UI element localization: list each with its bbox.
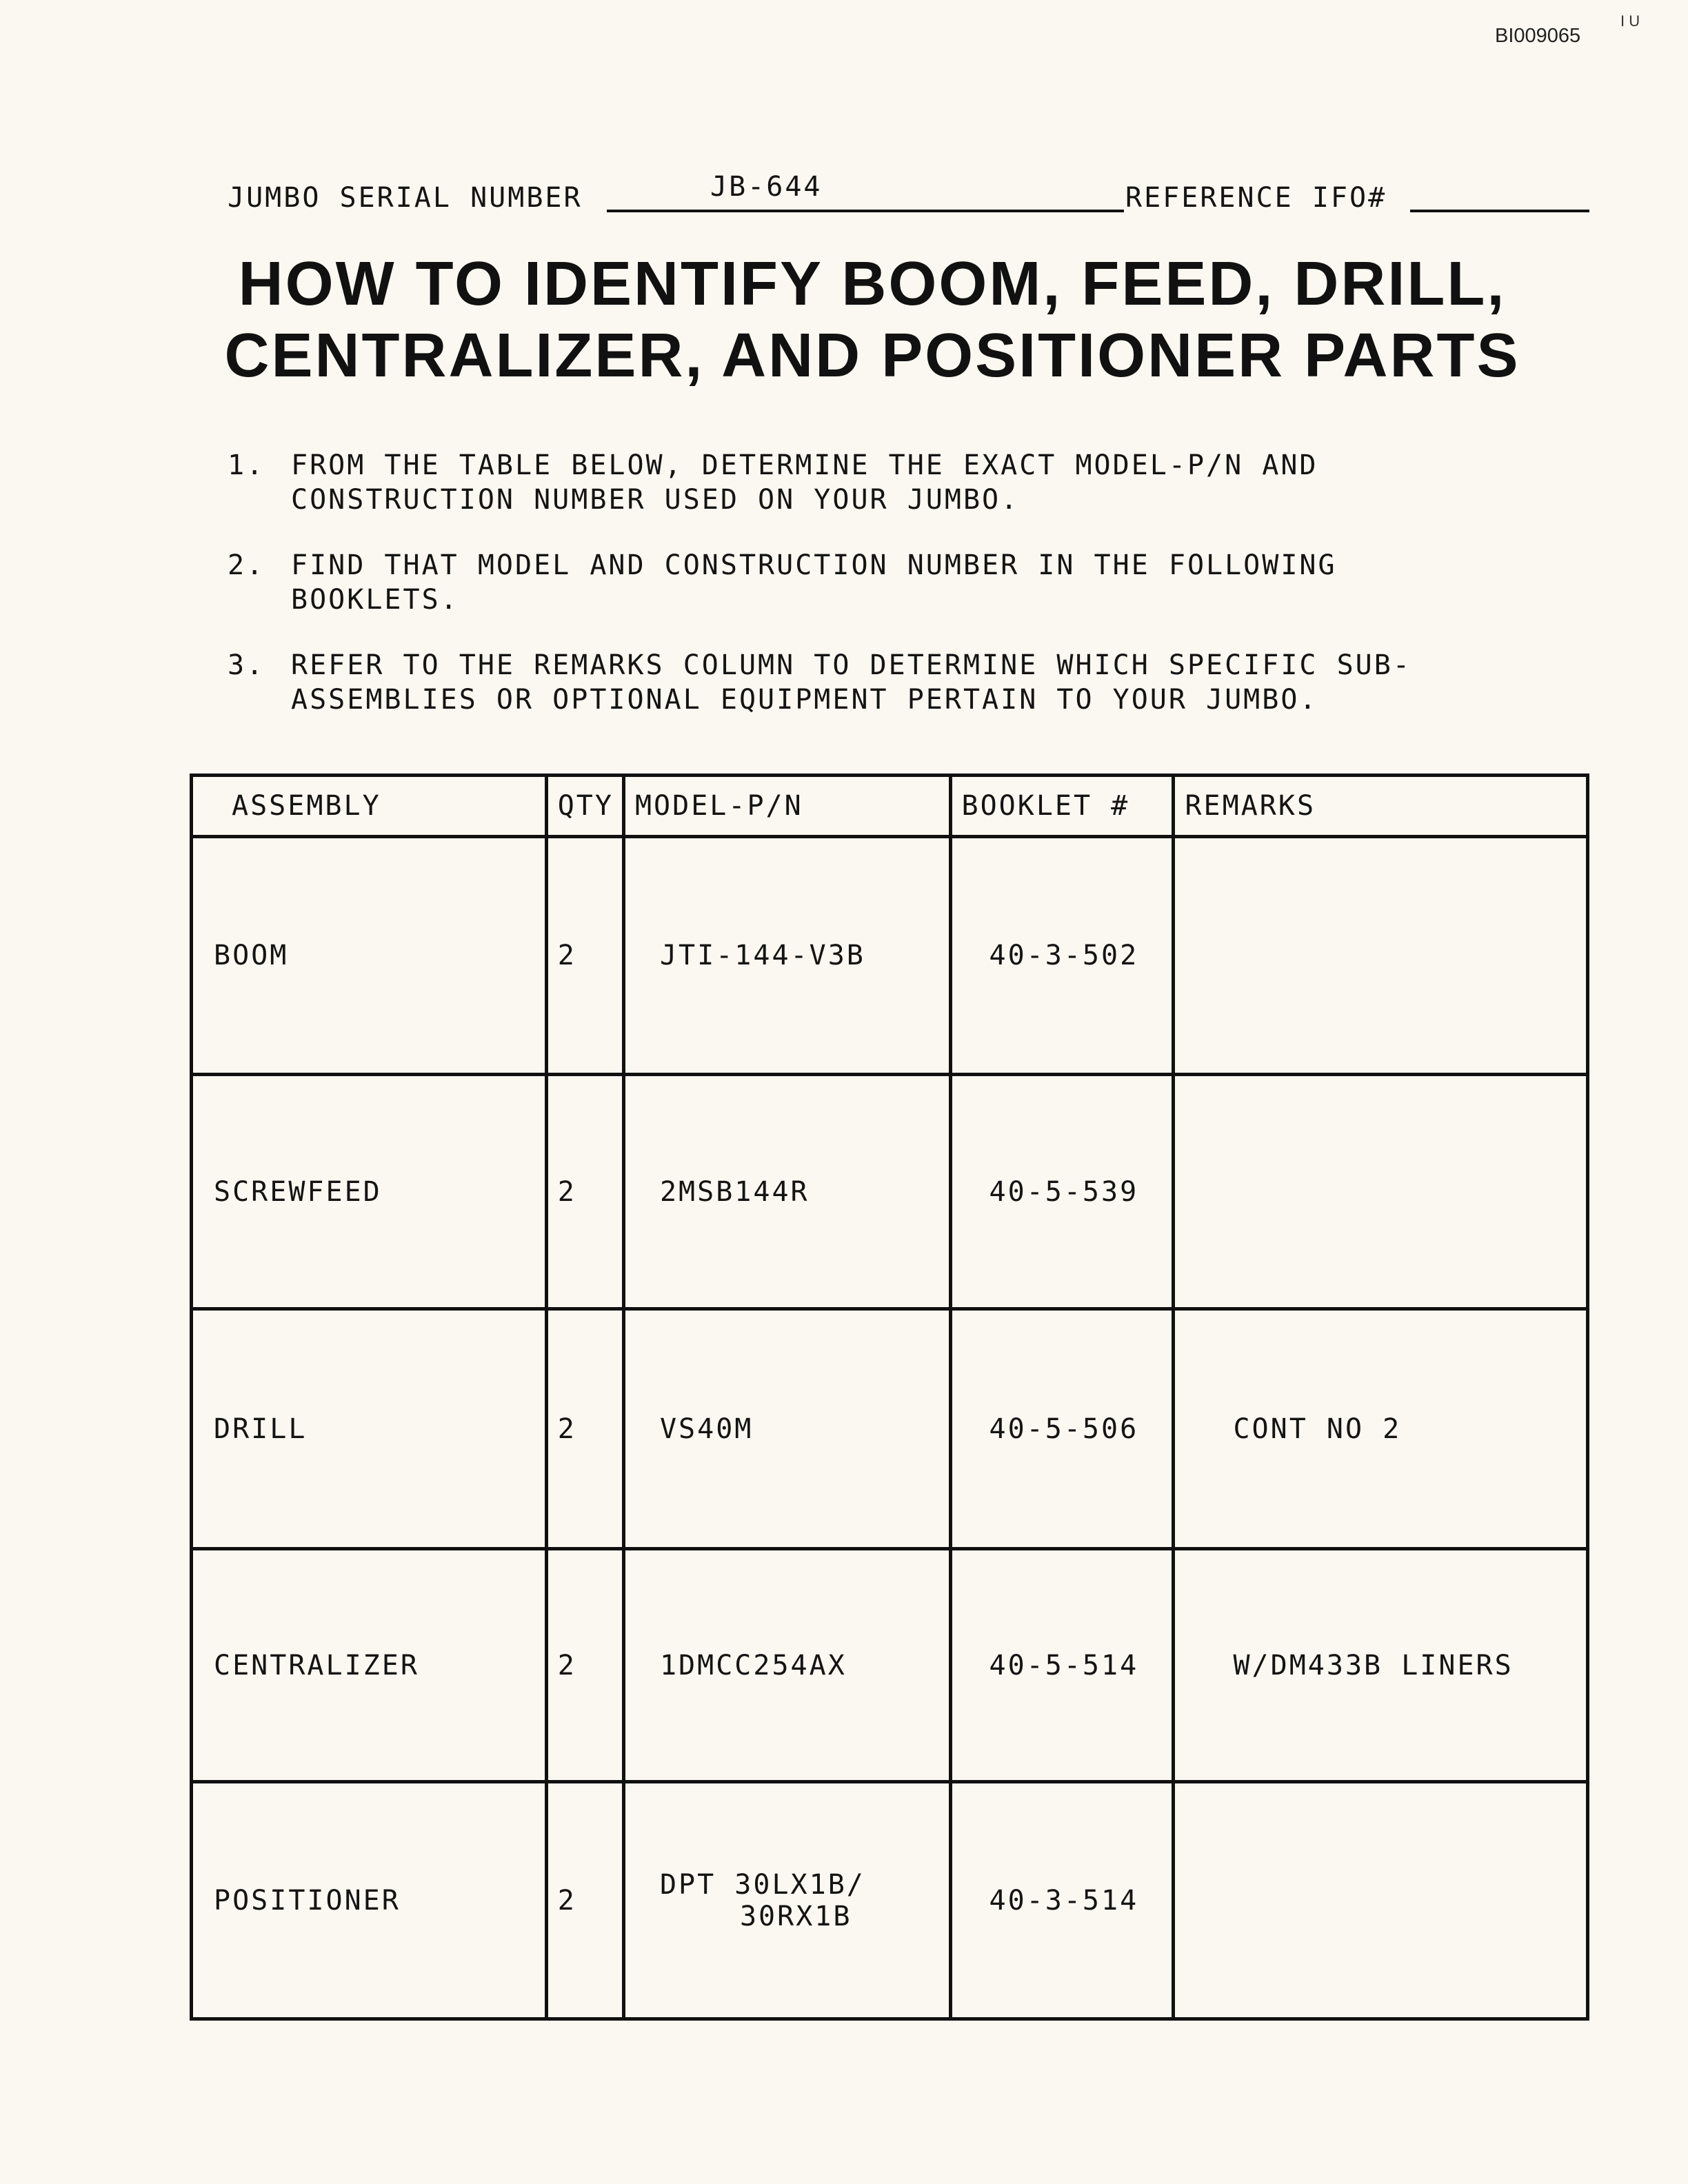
instructions-list xyxy=(228,448,1469,748)
table-header-row xyxy=(192,776,1588,837)
table-row xyxy=(192,1782,1588,2019)
table-row xyxy=(192,837,1588,1075)
header-qty: QTY xyxy=(546,776,623,837)
parts-table xyxy=(190,774,1589,2021)
instruction-step xyxy=(228,548,1469,617)
serial-number-field xyxy=(607,172,1124,212)
cell-qty: 2 xyxy=(546,1782,623,2019)
cell-qty: 2 xyxy=(546,1549,623,1782)
model-number: DPT 30LX1B/ xyxy=(659,1868,865,1901)
cell-remarks xyxy=(1174,837,1588,1075)
reference-ifo-label: REFERENCE IFO# xyxy=(1125,182,1387,214)
cell-remarks: W/DM433B LINERS xyxy=(1174,1549,1588,1782)
cell-assembly: POSITIONER xyxy=(192,1782,547,2019)
cell-remarks: CONT NO 2 xyxy=(1174,1309,1588,1549)
model-number: 1DMCC254AX xyxy=(659,1649,847,1681)
step-number: 2. xyxy=(228,549,265,581)
cell-remarks xyxy=(1174,1782,1588,2019)
cell-booklet: 40-5-539 xyxy=(950,1075,1174,1309)
cell-qty: 2 xyxy=(546,837,623,1075)
cell-booklet: 40-5-506 xyxy=(950,1309,1174,1549)
page-title xyxy=(172,248,1572,392)
model-number: 2MSB144R xyxy=(659,1175,810,1208)
model-number: VS40M xyxy=(659,1413,754,1445)
title-line-2: CENTRALIZER, AND POSITIONER PARTS xyxy=(224,321,1520,390)
title-line-1: HOW TO IDENTIFY BOOM, FEED, DRILL, xyxy=(238,250,1507,318)
corner-mark: I U xyxy=(1620,12,1640,30)
cell-assembly: BOOM xyxy=(192,837,547,1075)
cell-remarks xyxy=(1174,1075,1588,1309)
cell-booklet: 40-3-514 xyxy=(950,1782,1174,2019)
table-row xyxy=(192,1075,1588,1309)
step-text: FIND THAT MODEL AND CONSTRUCTION NUMBER IN THE FOLLOWING BOOKLETS. xyxy=(291,549,1337,616)
cell-model xyxy=(623,1075,950,1309)
reference-ifo-field xyxy=(1410,210,1589,212)
serial-number-label: JUMBO SERIAL NUMBER xyxy=(228,182,583,214)
cell-model xyxy=(623,837,950,1075)
cell-model xyxy=(623,1782,950,2019)
instruction-step xyxy=(228,648,1469,717)
cell-model xyxy=(623,1309,950,1549)
cell-assembly: CENTRALIZER xyxy=(192,1549,547,1782)
serial-number-row xyxy=(228,171,1589,219)
cell-booklet: 40-3-502 xyxy=(950,837,1174,1075)
model-number-line-2: 30RX1B xyxy=(739,1900,852,1932)
cell-assembly: DRILL xyxy=(192,1309,547,1549)
header-booklet: BOOKLET # xyxy=(950,776,1174,837)
step-text: REFER TO THE REMARKS COLUMN TO DETERMINE WHICH SPECIFIC SUB-ASSEMBLIES OR OPTIONAL EQUIPMENT PERTAIN TO YOUR JUMBO. xyxy=(291,649,1411,716)
cell-booklet: 40-5-514 xyxy=(950,1549,1174,1782)
cell-assembly: SCREWFEED xyxy=(192,1075,547,1309)
header-assembly: ASSEMBLY xyxy=(192,776,547,837)
model-number: JTI-144-V3B xyxy=(659,940,865,971)
header-remarks: REMARKS xyxy=(1174,776,1588,837)
cell-qty: 2 xyxy=(546,1075,623,1309)
serial-number-value: JB-644 xyxy=(710,171,823,203)
table-row xyxy=(192,1549,1588,1782)
document-id: BI009065 xyxy=(1495,25,1581,47)
header-model: MODEL-P/N xyxy=(623,776,950,837)
step-number: 3. xyxy=(228,649,265,681)
cell-model xyxy=(623,1549,950,1782)
cell-qty: 2 xyxy=(546,1309,623,1549)
table-row xyxy=(192,1309,1588,1549)
step-number: 1. xyxy=(228,449,265,481)
step-text: FROM THE TABLE BELOW, DETERMINE THE EXACT MODEL-P/N AND CONSTRUCTION NUMBER USED ON YOUR JUMBO. xyxy=(291,449,1318,516)
instruction-step xyxy=(228,448,1469,517)
